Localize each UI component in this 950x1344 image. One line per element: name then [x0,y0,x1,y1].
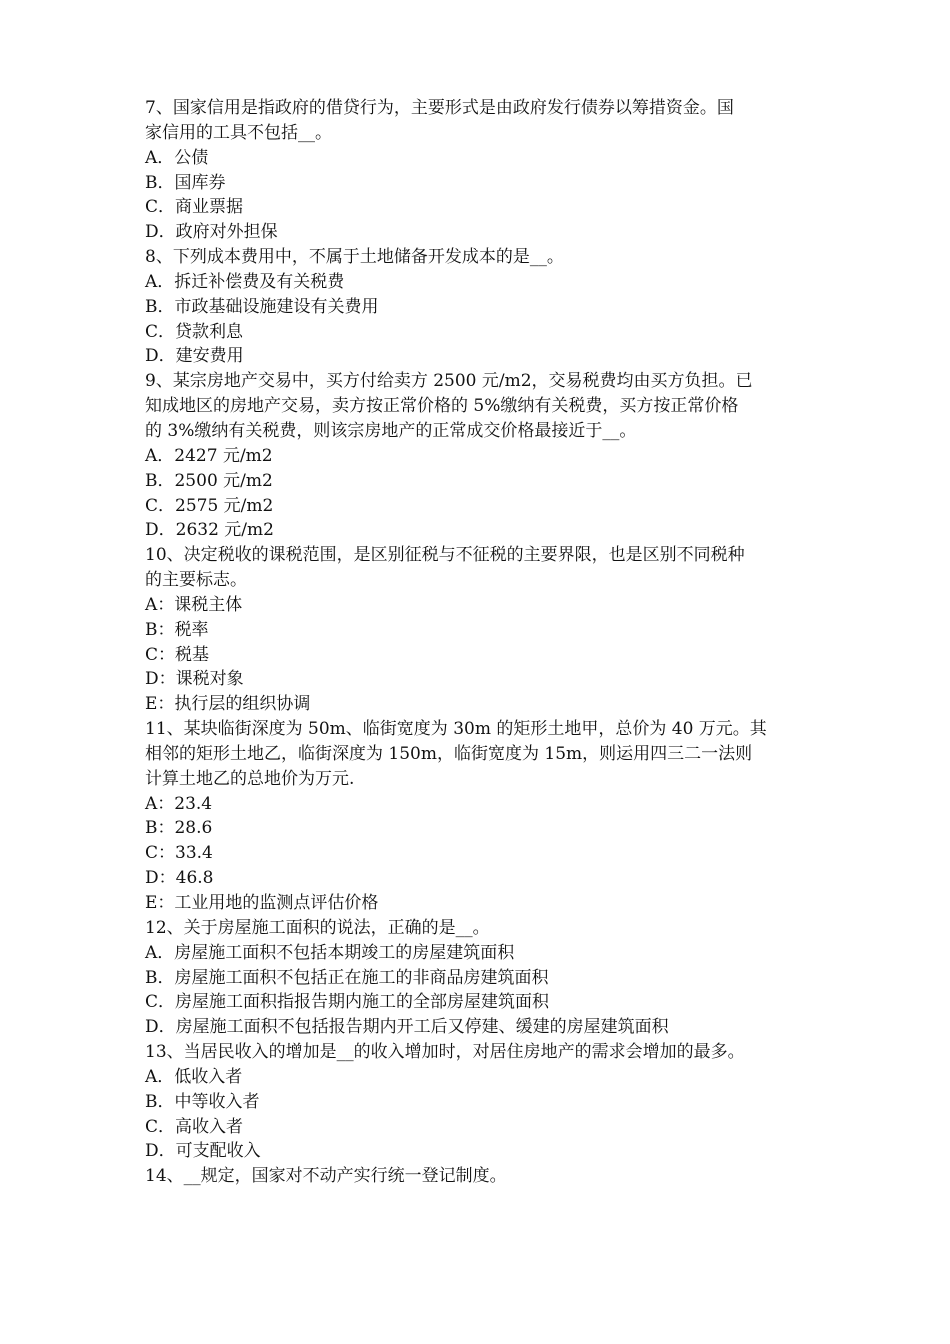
option-a: A．2427 元/m2 [145,445,273,466]
question-text: 8、下列成本费用中，不属于土地储备开发成本的是__。 [145,247,564,268]
question-14 [145,1164,810,1189]
question-9 [145,369,810,543]
option-c: C．高收入者 [145,1116,244,1137]
option-c: C．2575 元/m2 [145,495,274,516]
option-b: B：税率 [145,619,209,640]
question-text: 知成地区的房地产交易，卖方按正常价格的 5%缴纳有关税费，买方按正常价格 [145,396,739,417]
question-text: 10、决定税收的课税范围，是区别征税与不征税的主要界限，也是区别不同税种 [145,545,745,566]
question-text: 的 3%缴纳有关税费，则该宗房地产的正常成交价格最接近于__。 [145,420,637,441]
question-text: 7、国家信用是指政府的借贷行为，主要形式是由政府发行债券以筹措资金。国 [145,98,734,118]
question-13 [145,1040,810,1164]
option-b: B．国库券 [145,172,226,193]
option-b: B：28.6 [145,818,213,839]
option-a: A．低收入者 [145,1066,243,1087]
option-c: C：税基 [145,644,210,665]
option-d: D．建安费用 [145,346,244,367]
option-b: B．中等收入者 [145,1091,260,1112]
option-a: A：课税主体 [145,594,243,615]
question-text: 13、当居民收入的增加是__的收入增加时，对居住房地产的需求会增加的最多。 [145,1042,745,1063]
option-b: B．房屋施工面积不包括正在施工的非商品房建筑面积 [145,967,549,988]
option-b: B．2500 元/m2 [145,470,273,491]
option-d: D．政府对外担保 [145,222,278,243]
question-text: 相邻的矩形土地乙，临街深度为 150m，临街宽度为 15m，则运用四三二一法则 [145,743,753,764]
option-d: D．2632 元/m2 [145,520,274,541]
question-12 [145,916,810,1040]
option-a: A．拆迁补偿费及有关税费 [145,271,345,292]
option-c: C：33.4 [145,843,213,864]
question-10 [145,543,810,717]
question-7 [145,96,810,245]
question-text: 12、关于房屋施工面积的说法，正确的是__。 [145,917,490,938]
option-b: B．市政基础设施建设有关费用 [145,296,379,317]
question-text: 11、某块临街深度为 50m、临街宽度为 30m 的矩形土地甲，总价为 40 万元。其 [145,719,767,740]
question-11 [145,717,810,916]
option-a: A．房屋施工面积不包括本期竣工的房屋建筑面积 [145,942,515,963]
option-d: D．房屋施工面积不包括报告期内开工后又停建、缓建的房屋建筑面积 [145,1017,669,1038]
question-text: 9、某宗房地产交易中，买方付给卖方 2500 元/m2，交易税费均由买方负担。已 [145,371,753,392]
option-d: D．可支配收入 [145,1141,261,1162]
option-e: E：工业用地的监测点评估价格 [145,893,379,913]
document-page [145,96,810,1189]
option-e: E：执行层的组织协调 [145,694,311,715]
question-text: 的主要标志。 [145,570,247,591]
question-8 [145,245,810,369]
option-d: D：课税对象 [145,669,244,690]
option-c: C．房屋施工面积指报告期内施工的全部房屋建筑面积 [145,992,550,1013]
question-text: 计算土地乙的总地价为万元. [145,768,355,789]
question-text: 14、__规定，国家对不动产实行统一登记制度。 [145,1166,507,1187]
option-d: D：46.8 [145,868,214,889]
option-a: A．公债 [145,147,209,168]
question-text: 家信用的工具不包括__。 [145,122,332,143]
option-c: C．商业票据 [145,197,244,218]
option-a: A：23.4 [145,793,213,814]
option-c: C．贷款利息 [145,321,244,342]
